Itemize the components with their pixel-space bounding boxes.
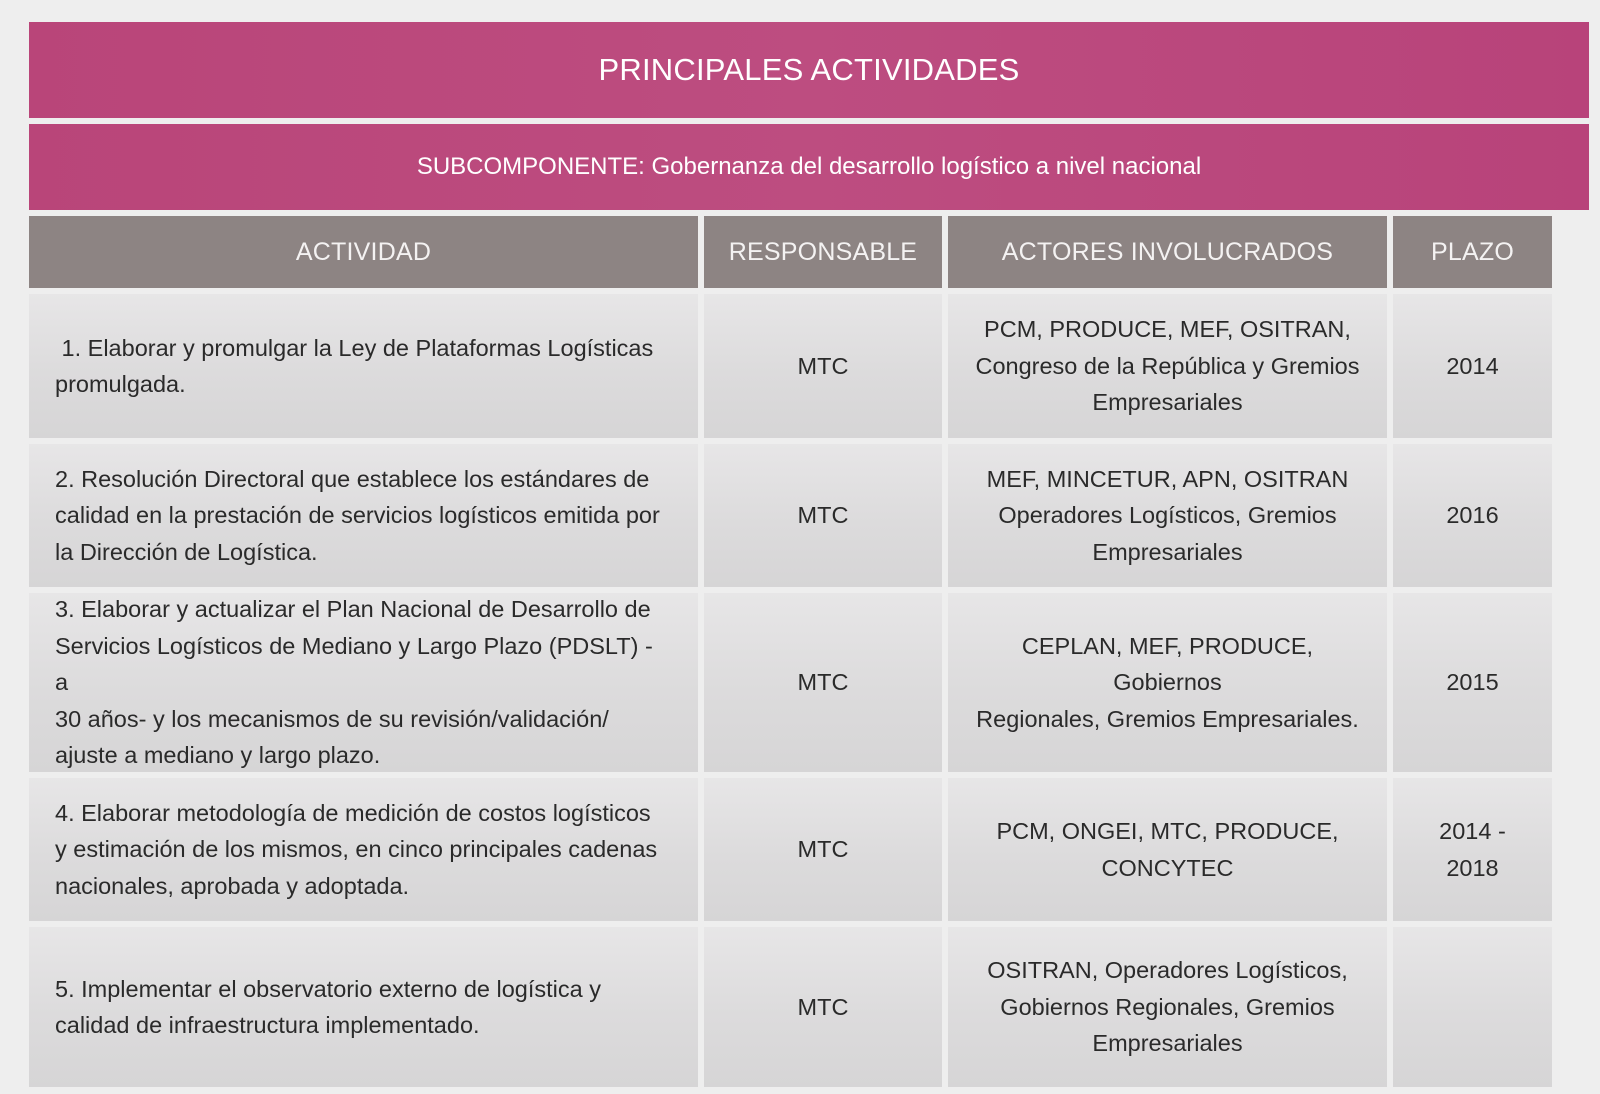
- responsable-cell: MTC: [797, 669, 849, 696]
- table-row: [29, 778, 698, 921]
- table-row: [704, 927, 942, 1087]
- actividad-cell: 1. Elaborar y promulgar la Ley de Plataformas Logísticas promulgada.: [55, 334, 654, 397]
- table-row: [29, 294, 698, 438]
- responsable-cell: MTC: [797, 836, 849, 863]
- table-row: [948, 778, 1387, 921]
- responsable-cell: MTC: [797, 502, 849, 529]
- column-header-plazo: PLAZO: [1393, 216, 1552, 288]
- table-row: [704, 294, 942, 438]
- actores-cell: PCM, PRODUCE, MEF, OSITRAN, Congreso de la República y Gremios Empresariales: [975, 316, 1360, 416]
- actividad-cell: 4. Elaborar metodología de medición de costos logísticos y estimación de los mismos, en cinco principales cadenas nacionales, aprobada y adoptada.: [55, 799, 658, 899]
- table-row: [29, 593, 698, 772]
- table-row: [704, 444, 942, 587]
- column-header-responsable: RESPONSABLE: [704, 216, 942, 288]
- table-row: [704, 593, 942, 772]
- actores-cell: PCM, ONGEI, MTC, PRODUCE, CONCYTEC: [996, 818, 1339, 881]
- table-row: [29, 444, 698, 587]
- plazo-cell: 2015: [1446, 669, 1499, 696]
- actividad-cell: 5. Implementar el observatorio externo de logística y calidad de infraestructura implementado.: [55, 975, 601, 1038]
- plazo-cell: 2014: [1446, 352, 1499, 379]
- table-row: [1393, 593, 1552, 772]
- table-row: [1393, 444, 1552, 587]
- table-row: [29, 927, 698, 1087]
- subcomponent-banner: SUBCOMPONENTE: Gobernanza del desarrollo logístico a nivel nacional: [29, 124, 1589, 210]
- actores-cell: MEF, MINCETUR, APN, OSITRAN Operadores Logísticos, Gremios Empresariales: [986, 465, 1349, 565]
- table-grid: [29, 216, 1589, 1087]
- actores-cell: OSITRAN, Operadores Logísticos, Gobiernos Regionales, Gremios Empresariales: [987, 957, 1348, 1057]
- actores-cell: CEPLAN, MEF, PRODUCE, Gobiernos Regionales, Gremios Empresariales.: [976, 632, 1359, 732]
- plazo-cell: 2016: [1446, 502, 1499, 529]
- activities-table: [29, 22, 1589, 1087]
- table-row: [948, 927, 1387, 1087]
- table-row: [1393, 294, 1552, 438]
- table-row: [948, 294, 1387, 438]
- plazo-cell: 2014 - 2018: [1439, 818, 1506, 881]
- actividad-cell: 3. Elaborar y actualizar el Plan Nacional de Desarrollo de Servicios Logísticos de Mediano y Largo Plazo (PDSLT) - a 30 años- y los mecanismos de su revisión/validación/ ajuste a mediano y largo plazo.: [55, 596, 653, 769]
- column-header-actores: ACTORES INVOLUCRADOS: [948, 216, 1387, 288]
- actividad-cell: 2. Resolución Directoral que establece los estándares de calidad en la prestación de servicios logísticos emitida por la Dirección de Logística.: [55, 465, 660, 565]
- table-row: [1393, 927, 1552, 1087]
- table-row: [1393, 778, 1552, 921]
- column-header-actividad: ACTIVIDAD: [29, 216, 698, 288]
- table-row: [704, 778, 942, 921]
- page-title: PRINCIPALES ACTIVIDADES: [29, 22, 1589, 118]
- table-row: [948, 593, 1387, 772]
- table-row: [948, 444, 1387, 587]
- responsable-cell: MTC: [797, 993, 849, 1020]
- responsable-cell: MTC: [797, 352, 849, 379]
